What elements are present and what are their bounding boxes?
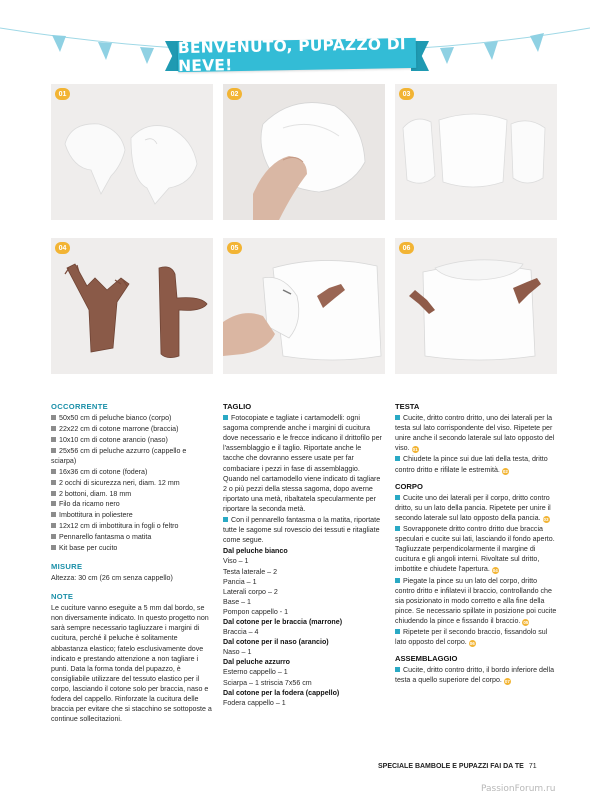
list-item: Imbottitura in poliestere <box>51 510 213 520</box>
step-ref-badge: 07 <box>504 679 510 685</box>
list-item: 2 occhi di sicurezza neri, diam. 12 mm <box>51 478 213 488</box>
subheading-braccia: Dal cotone per le braccia (marrone) <box>223 617 343 626</box>
step-badge: 04 <box>55 242 70 254</box>
corpo-step: Piegate la pince su un lato del corpo, dritto contro dritto e infilatevi il braccio, controllando che sia posizionato in modo corretto e alla fine della pince. Se necessario spillate in posizione poi cucite chiudendo la pince e fissando il braccio. 05 <box>395 576 557 625</box>
photo-step-05 <box>223 238 385 374</box>
photo-step-03 <box>395 84 557 220</box>
testa-heading: TESTA <box>395 402 420 411</box>
page-footer <box>378 763 537 770</box>
step-ref-badge: 06 <box>469 641 475 647</box>
cut-item: Laterali corpo – 2 <box>223 587 278 596</box>
step-badge: 06 <box>399 242 414 254</box>
column-materials <box>51 402 213 725</box>
cut-item: Sciarpa – 1 striscia 7x56 cm <box>223 678 312 687</box>
column-cutting <box>223 402 383 708</box>
misure-text: Altezza: 30 cm (26 cm senza cappello) <box>51 573 173 582</box>
step-ref-badge: 02 <box>502 468 508 474</box>
list-item: Filo da ricamo nero <box>51 499 213 509</box>
misure-heading: MISURE <box>51 561 83 571</box>
step-ref-badge: 03 <box>543 516 549 522</box>
note-text: Le cuciture vanno eseguite a 5 mm dal bordo, se non diversamente indicato. In questo progetto non sarà sempre necessario tagliuzzare i margini di cucitura, perché il peluche è solitamente abbastanza elastico; fatelo esclusivamente dove indicato e prestando attenzione a non tagliare i punti. Data la forma tonda del pupazzo, è consigliabile utilizzare del tessuto elastico per il corpo, lasciando il cotone solo per braccia, naso e fodera del cappello. Rinforzate la cucitura delle braccia per evitare che si stacchino se sottoposte a continue sollecitazioni. <box>51 604 212 724</box>
page-number: 71 <box>528 763 537 770</box>
cut-item: Braccia – 4 <box>223 628 259 637</box>
cut-item: Fodera cappello – 1 <box>223 698 286 707</box>
corpo-step: Ripetete per il secondo braccio, fissandolo sul lato opposto del corpo. 06 <box>395 627 548 647</box>
cut-item: Base – 1 <box>223 597 252 606</box>
page-title: BENVENUTO, PUPAZZO DI NEVE! <box>178 38 416 72</box>
corpo-heading: CORPO <box>395 481 423 491</box>
subheading-fodera: Dal cotone per la fodera (cappello) <box>223 688 340 697</box>
testa-step: Cucite, dritto contro dritto, uno dei laterali per la testa sul lato corrispondente del viso. Ripetete per unire anche il secondo laterale sul lato opposto del viso. 01 <box>395 414 555 453</box>
photo-step-06 <box>395 238 557 374</box>
testa-step: Chiudete la pince sui due lati della testa, dritto contro dritto e rifilate le estremità. 02 <box>395 455 548 474</box>
list-item: 2 bottoni, diam. 18 mm <box>51 489 213 499</box>
taglio-paragraph-2: Con il pennarello fantasma o la matita, riportate tutte le sagome sul rovescio dei tessuti e ritagliate come segue. <box>223 516 381 545</box>
assemblaggio-heading: ASSEMBLAGGIO <box>395 654 458 664</box>
cut-item: Esterno cappello – 1 <box>223 668 288 677</box>
step-badge: 02 <box>227 88 242 100</box>
list-item: 16x36 cm di cotone (fodera) <box>51 467 213 477</box>
list-item: 25x56 cm di peluche azzurro (cappello e sciarpa) <box>51 446 187 465</box>
column-assembly <box>395 402 557 686</box>
cut-item: Viso – 1 <box>223 557 249 566</box>
cut-item: Pancia – 1 <box>223 577 257 586</box>
subheading-naso: Dal cotone per il naso (arancio) <box>223 638 329 647</box>
list-item: 12x12 cm di imbottitura in fogli o feltro <box>51 521 213 531</box>
step-ref-badge: 05 <box>523 619 529 625</box>
step-ref-badge: 04 <box>492 568 498 574</box>
cut-item: Pompon cappello - 1 <box>223 607 289 616</box>
taglio-heading: TAGLIO <box>223 402 252 411</box>
taglio-paragraph-1: Fotocopiate e tagliate i cartamodelli: ogni sagoma comprende anche i margini di cucitura dove necessario e le frecce indicano il drittofilo per l'assemblaggio e il taglio. Riportate anche le tacche che dovranno essere usate per far combaciare i pezzi in fase di assemblaggio. Quando nel cartamodello viene indicato di tagliare 2 o più pezzi della stessa sagoma, dopo averne riportato una metà, ribaltatela specularmente per riportare la seconda metà. <box>223 414 382 513</box>
watermark: PassionForum.ru <box>481 784 556 794</box>
photo-step-01 <box>51 84 213 220</box>
note-heading: NOTE <box>51 592 74 602</box>
step-badge: 05 <box>227 242 242 254</box>
list-item: 22x22 cm di cotone marrone (braccia) <box>51 424 213 434</box>
subheading-peluche-bianco: Dal peluche bianco <box>223 547 288 556</box>
corpo-step: Cucite uno dei laterali per il corpo, dritto contro dritto, su un lato della pancia. Ripetete per unire il secondo laterale sul lato opposto della pancia. 03 <box>395 493 551 522</box>
step-ref-badge: 01 <box>412 447 418 453</box>
step-badge: 03 <box>399 88 414 100</box>
footer-text: SPECIALE BAMBOLE E PUPAZZI FAI DA TE <box>378 763 524 770</box>
cut-item: Testa laterale – 2 <box>223 567 278 576</box>
step-badge: 01 <box>55 88 70 100</box>
occorrente-heading: OCCORRENTE <box>51 402 109 411</box>
list-item: 10x10 cm di cotone arancio (naso) <box>51 435 213 445</box>
corpo-step: Sovrapponete dritto contro dritto due braccia speculari e cucite sui lati, lasciando il fondo aperto. Tagliuzzate perpendicolarmente il margine di cucitura e gli angoli interni. Rivoltate sul dritto, imbottite e chiudete l'apertura. 04 <box>395 525 555 574</box>
subheading-azzurro: Dal peluche azzurro <box>223 658 291 667</box>
cut-item: Naso – 1 <box>223 648 252 657</box>
list-item: Pennarello fantasma o matita <box>51 532 213 542</box>
list-item: Kit base per cucito <box>51 543 213 553</box>
list-item: 50x50 cm di peluche bianco (corpo) <box>51 413 213 423</box>
photo-step-04 <box>51 238 213 374</box>
assemblaggio-step: Cucite, dritto contro dritto, il bordo inferiore della testa a quello superiore del corpo. 07 <box>395 666 555 685</box>
photo-step-02 <box>223 84 385 220</box>
